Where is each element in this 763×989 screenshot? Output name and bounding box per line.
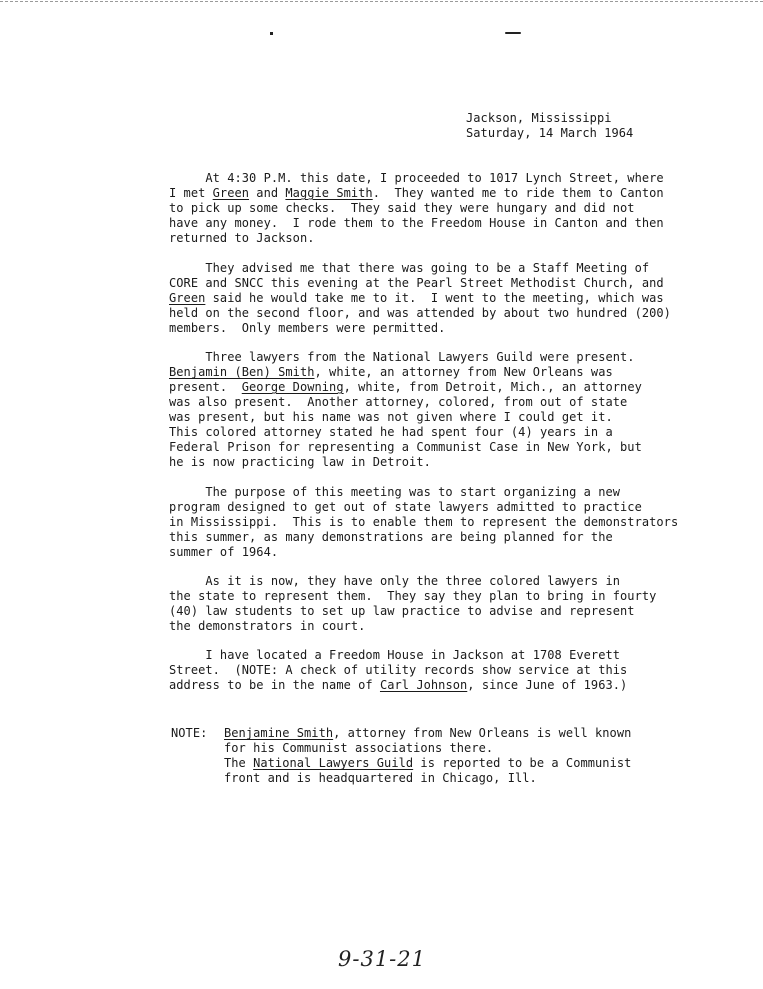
text-segment: and bbox=[249, 186, 286, 200]
scan-speck bbox=[270, 32, 273, 35]
text-segment: Federal Prison for representing a Communist Case in New York, but bbox=[169, 440, 642, 454]
text-segment: the state to represent them. They say they plan to bring in fourty bbox=[169, 589, 657, 603]
text-line bbox=[169, 380, 642, 395]
underlined-name: Benjamine Smith bbox=[224, 726, 334, 740]
text-segment: have any money. I rode them to the Freedom House in Canton and then bbox=[169, 216, 664, 230]
underlined-name: Benjamin (Ben) Smith bbox=[169, 365, 315, 379]
note-label: NOTE: bbox=[171, 726, 208, 740]
text-segment: They advised me that there was going to be a Staff Meeting of bbox=[169, 261, 650, 275]
text-line bbox=[169, 678, 627, 693]
text-segment: was also present. Another attorney, colored, from out of state bbox=[169, 395, 628, 409]
text-segment: The purpose of this meeting was to start organizing a new bbox=[169, 485, 621, 499]
text-segment: program designed to get out of state lawyers admitted to practice bbox=[169, 500, 642, 514]
text-segment: CORE and SNCC this evening at the Pearl Street Methodist Church, and bbox=[169, 276, 664, 290]
text-line bbox=[169, 574, 620, 589]
underlined-name: National Lawyers Guild bbox=[253, 756, 414, 770]
text-segment: returned to Jackson. bbox=[169, 231, 315, 245]
handwritten-file-number: 9-31-21 bbox=[338, 947, 426, 971]
text-line bbox=[169, 365, 613, 380]
text-line bbox=[169, 589, 656, 604]
text-segment: , since June of 1963.) bbox=[467, 678, 628, 692]
text-segment: front and is headquartered in Chicago, Ill. bbox=[224, 771, 537, 785]
header-city: Jackson, Mississippi bbox=[466, 111, 612, 125]
text-segment: for his Communist associations there. bbox=[224, 741, 494, 755]
text-line bbox=[224, 741, 493, 756]
text-line bbox=[169, 171, 664, 186]
text-segment: summer of 1964. bbox=[169, 545, 279, 559]
text-line bbox=[169, 321, 445, 336]
underlined-name: Maggie Smith bbox=[285, 186, 373, 200]
text-segment: As it is now, they have only the three colored lawyers in bbox=[169, 574, 621, 588]
text-line bbox=[169, 455, 431, 470]
text-line bbox=[169, 350, 635, 365]
text-segment: This colored attorney stated he had spent four (4) years in a bbox=[169, 425, 613, 439]
underlined-name: George Downing bbox=[241, 380, 344, 394]
text-segment: Three lawyers from the National Lawyers Guild were present. bbox=[169, 350, 635, 364]
text-line bbox=[224, 756, 631, 771]
underlined-name: Carl Johnson bbox=[379, 678, 468, 692]
text-segment: (40) law students to set up law practice to advise and represent bbox=[169, 604, 635, 618]
text-line bbox=[224, 771, 537, 786]
text-segment: I have located a Freedom House in Jackson at 1708 Everett bbox=[169, 648, 621, 662]
text-segment: said he would take me to it. I went to the meeting, which was bbox=[205, 291, 664, 305]
text-segment: , white, an attorney from New Orleans was bbox=[314, 365, 613, 379]
text-line bbox=[169, 440, 642, 455]
text-segment: . They wanted me to ride them to Canton bbox=[372, 186, 664, 200]
text-segment: members. Only members were permitted. bbox=[169, 321, 446, 335]
text-segment: this summer, as many demonstrations are being planned for the bbox=[169, 530, 613, 544]
text-segment: At 4:30 P.M. this date, I proceeded to 1017 Lynch Street, where bbox=[169, 171, 664, 185]
scan-mark bbox=[505, 32, 521, 34]
text-segment: was present, but his name was not given where I could get it. bbox=[169, 410, 613, 424]
text-line bbox=[169, 201, 635, 216]
text-line bbox=[224, 726, 631, 741]
text-line bbox=[169, 395, 627, 410]
text-line bbox=[169, 545, 278, 560]
text-line bbox=[169, 425, 613, 440]
text-line bbox=[169, 276, 664, 291]
text-line bbox=[169, 306, 671, 321]
text-segment: Street. (NOTE: A check of utility records show service at this bbox=[169, 663, 628, 677]
text-line bbox=[169, 530, 613, 545]
text-segment: in Mississippi. This is to enable them to represent the demonstrators bbox=[169, 515, 679, 529]
text-line bbox=[169, 648, 620, 663]
text-line bbox=[169, 485, 620, 500]
page-top-edge bbox=[0, 1, 763, 2]
text-line bbox=[169, 604, 635, 619]
text-segment: present. bbox=[169, 380, 242, 394]
text-segment: address to be in the name of bbox=[169, 678, 380, 692]
text-line bbox=[169, 500, 642, 515]
text-segment: is reported to be a Communist bbox=[413, 756, 632, 770]
text-segment: held on the second floor, and was attended by about two hundred (200) bbox=[169, 306, 671, 320]
text-line bbox=[169, 663, 627, 678]
text-line bbox=[169, 186, 664, 201]
text-line bbox=[169, 515, 678, 530]
text-line bbox=[169, 291, 664, 306]
text-segment: , attorney from New Orleans is well known bbox=[333, 726, 632, 740]
text-segment: , white, from Detroit, Mich., an attorney bbox=[343, 380, 642, 394]
header-date: Saturday, 14 March 1964 bbox=[466, 126, 634, 140]
text-segment: the demonstrators in court. bbox=[169, 619, 366, 633]
underlined-name: Green bbox=[212, 186, 250, 200]
text-line bbox=[169, 216, 664, 231]
text-segment: he is now practicing law in Detroit. bbox=[169, 455, 431, 469]
text-line bbox=[169, 231, 315, 246]
text-line bbox=[169, 261, 649, 276]
text-segment: to pick up some checks. They said they were hungary and did not bbox=[169, 201, 635, 215]
underlined-name: Green bbox=[169, 291, 206, 305]
text-segment: The bbox=[224, 756, 254, 770]
text-line bbox=[169, 410, 613, 425]
text-segment: I met bbox=[169, 186, 213, 200]
text-line bbox=[169, 619, 365, 634]
